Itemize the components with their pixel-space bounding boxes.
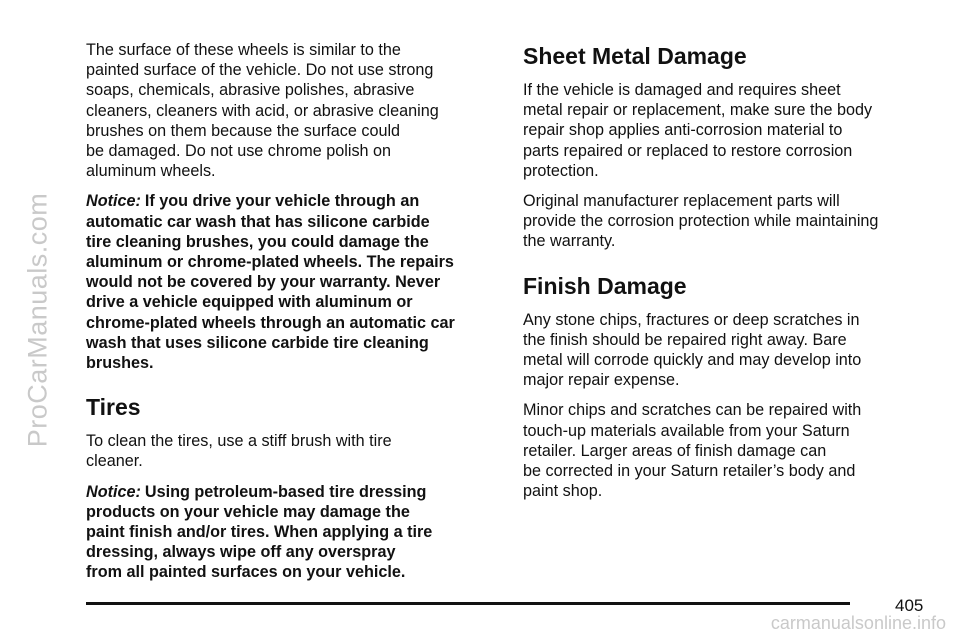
sheet-metal-heading: Sheet Metal Damage <box>523 43 747 69</box>
footer-rule <box>86 602 850 605</box>
footer-site-watermark: carmanualsonline.info <box>770 613 946 633</box>
finish-damage-heading: Finish Damage <box>523 272 687 299</box>
car-wash-notice: Notice: If you drive your vehicle through an automatic car wash that has silicone carbide tire cleaning brushes, you could damage the aluminum or chrome-plated wheels. The repairs would not be covered by your warranty. Never drive a vehicle equipped with aluminum or chrome-plated wheels through an automatic car wash that uses silicone carbide tire cleaning brushes. <box>86 192 455 373</box>
page-number: 405 <box>895 596 924 615</box>
right-column <box>523 40 923 511</box>
finish-damage-paragraph-2: Minor chips and scratches can be repaired with touch-up materials available from your Saturn retailer. Larger areas of finish damage can be corrected in your Saturn retailer’s body and paint shop. <box>523 401 862 501</box>
sheet-metal-paragraph-2: Original manufacturer replacement parts will provide the corrosion protection while maintaining the warranty. <box>523 192 879 251</box>
notice-label: Notice: <box>86 192 141 211</box>
tires-heading: Tires <box>86 394 141 421</box>
finish-damage-paragraph-1: Any stone chips, fractures or deep scratches in the finish should be repaired right away. Bare metal will corrode quickly and may develop into major repair expense. <box>523 310 862 390</box>
left-column <box>86 40 492 593</box>
wheel-surface-paragraph: The surface of these wheels is similar to the painted surface of the vehicle. Do not use strong soaps, chemicals, abrasive polishes, abrasive cleaners, cleaners with acid, or abrasive cleaning brushes on them because the surface could be damaged. Do not use chrome polish on aluminum wheels. <box>86 41 439 181</box>
sheet-metal-paragraph-1: If the vehicle is damaged and requires sheet metal repair or replacement, make sure the body repair shop applies anti-corrosion material to parts repaired or replaced to restore corrosion protection. <box>523 81 873 180</box>
tire-dressing-notice: Notice: Using petroleum-based tire dressing products on your vehicle may damage the paint finish and/or tires. When applying a tire dressing, always wipe off any overspray from all painted surfaces on your vehicle. <box>86 482 433 582</box>
notice-label: Notice: <box>86 482 141 501</box>
side-watermark: ProCarManuals.com <box>22 192 53 448</box>
tires-paragraph: To clean the tires, use a stiff brush with tire cleaner. <box>86 432 392 471</box>
